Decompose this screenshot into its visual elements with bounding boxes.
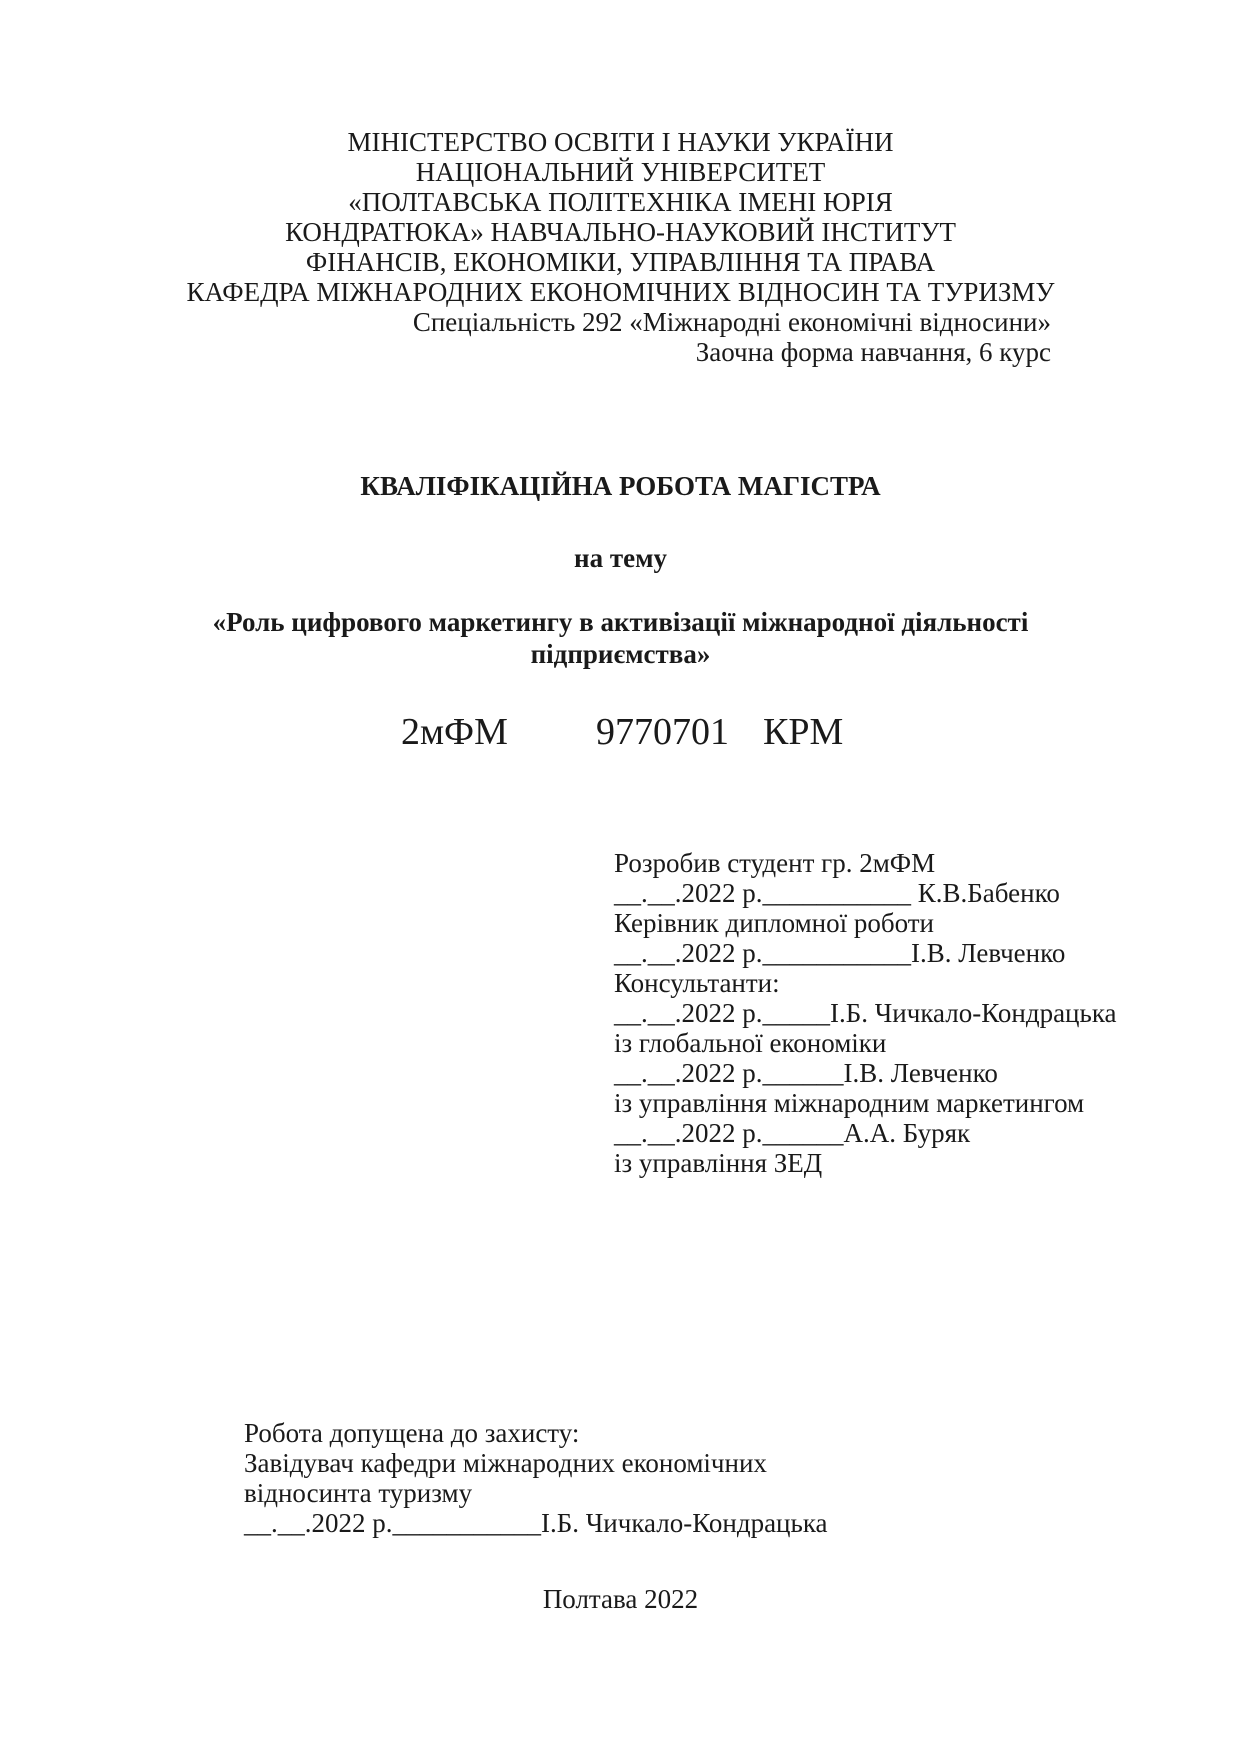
topic-line-2: підприємства» — [530, 639, 711, 669]
specialty-line: Спеціальність 292 «Міжнародні економічні відносини» — [412, 307, 1051, 337]
signature-line: __.__.2022 р.______І.В. Левченко — [614, 1058, 998, 1088]
signature-line: __.__.2022 р.___________ К.В.Бабенко — [614, 878, 1060, 908]
city-year: Полтава 2022 — [542, 1584, 699, 1614]
ministry-line: МІНІСТЕРСТВО ОСВІТИ І НАУКИ УКРАЇНИ — [347, 127, 894, 157]
study-form-line: Заочна форма навчання, 6 курс — [695, 337, 1051, 367]
signature-line: із глобальної економіки — [614, 1028, 887, 1058]
signature-line: __.__.2022 р.______А.А. Буряк — [614, 1118, 971, 1148]
department-line: КАФЕДРА МІЖНАРОДНИХ ЕКОНОМІЧНИХ ВІДНОСИН ТА ТУРИЗМУ — [186, 277, 1055, 307]
admission-line: __.__.2022 р.___________І.Б. Чичкало-Кондрацька — [244, 1508, 828, 1538]
signature-line: __.__.2022 р.___________І.В. Левченко — [614, 938, 1066, 968]
institute-line: КОНДРАТЮКА» НАВЧАЛЬНО-НАУКОВИЙ ІНСТИТУТ — [285, 217, 956, 247]
group-code: 2мФМ — [401, 711, 508, 753]
signature-line: Консультанти: — [614, 968, 780, 998]
admission-line: Робота допущена до захисту: — [244, 1418, 580, 1448]
institute-name-line: ФІНАНСІВ, ЕКОНОМІКИ, УПРАВЛІННЯ ТА ПРАВА — [305, 247, 936, 277]
admission-line: Завідувач кафедри міжнародних економічних — [244, 1448, 767, 1478]
on-topic-label: на тему — [574, 543, 667, 573]
university-line: НАЦІОНАЛЬНИЙ УНІВЕРСИТЕТ — [415, 157, 826, 187]
admission-line: відносинта туризму — [244, 1478, 473, 1508]
signature-line: із управління міжнародним маркетингом — [614, 1088, 1085, 1118]
signature-line: із управління ЗЕД — [614, 1148, 823, 1178]
work-suffix: КРМ — [763, 711, 844, 753]
signature-line: Розробив студент гр. 2мФМ — [614, 848, 936, 878]
signature-line: __.__.2022 р._____І.Б. Чичкало-Кондрацька — [614, 998, 1117, 1028]
work-number: 9770701 — [596, 711, 729, 753]
signature-line: Керівник дипломної роботи — [614, 908, 934, 938]
university-name-line: «ПОЛТАВСЬКА ПОЛІТЕХНІКА ІМЕНІ ЮРІЯ — [348, 187, 893, 217]
topic-line-1: «Роль цифрового маркетингу в активізації міжнародної діяльності — [212, 607, 1029, 637]
work-type-heading: КВАЛІФІКАЦІЙНА РОБОТА МАГІСТРА — [360, 471, 881, 501]
